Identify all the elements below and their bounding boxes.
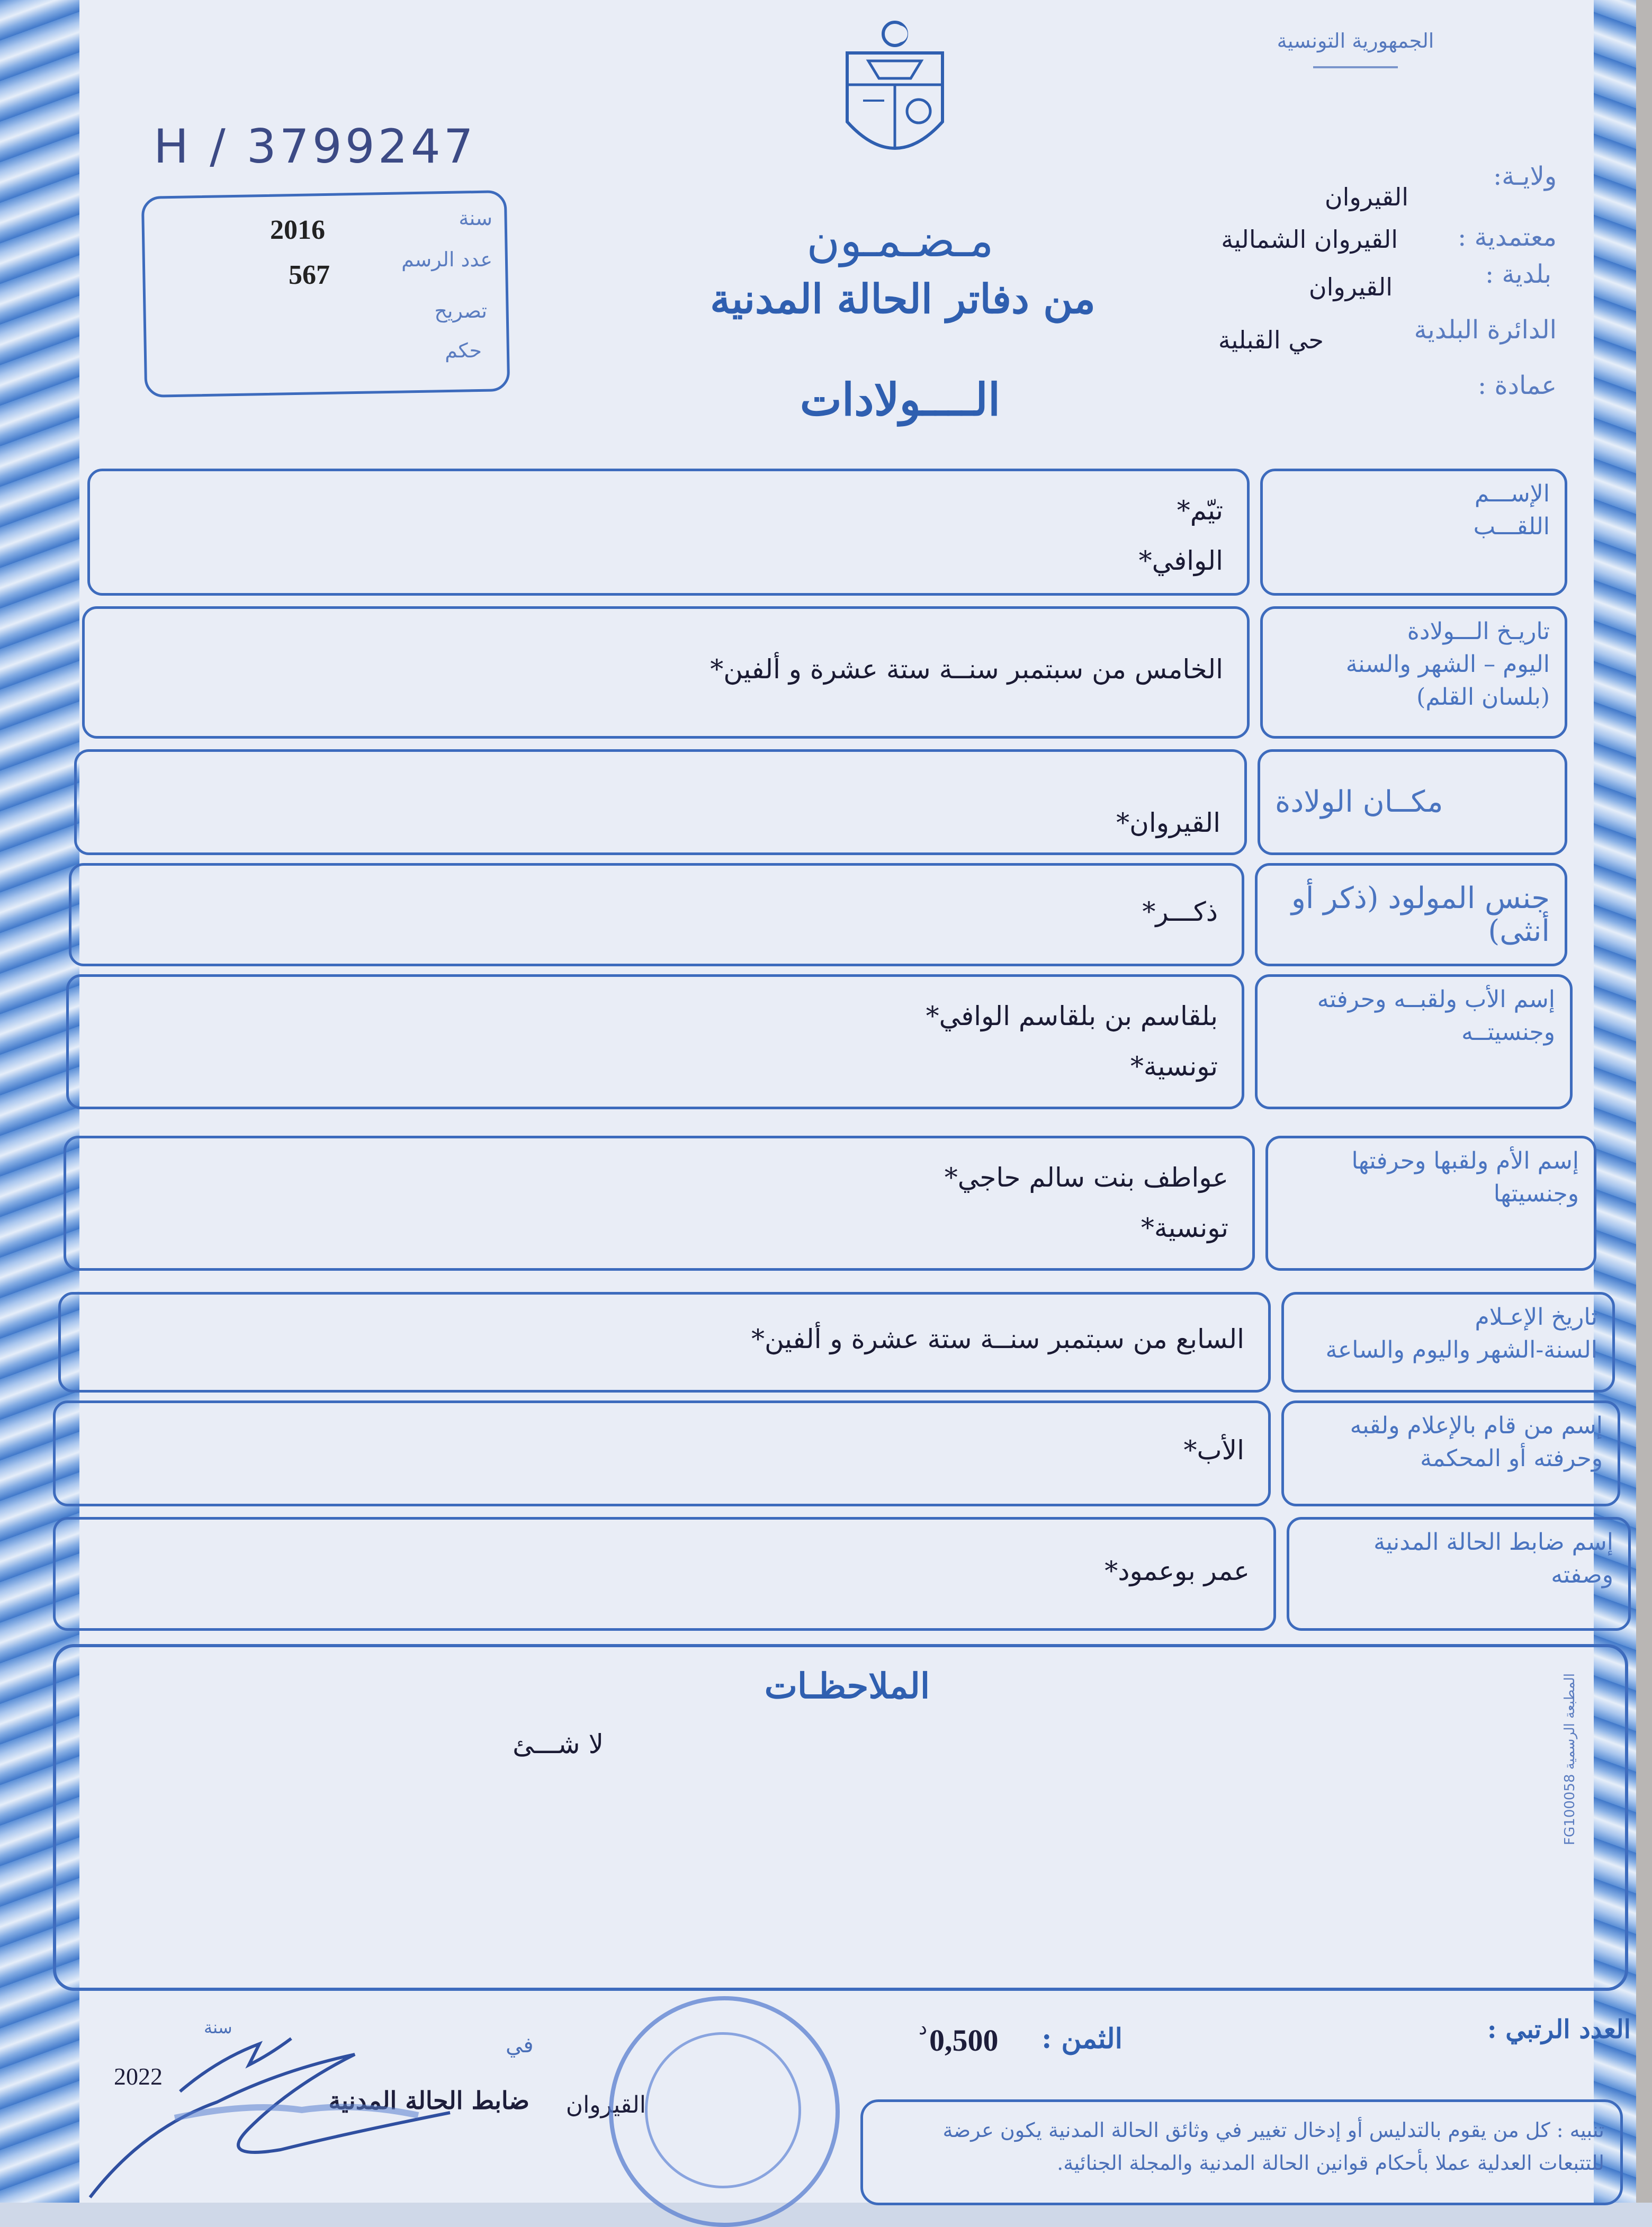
declarant-label-line: إسم من قام بالإعلام ولقبه — [1350, 1412, 1603, 1439]
mother-label-line: وجنسيتها — [1493, 1180, 1579, 1207]
father-label-line: وجنسيتــه — [1461, 1019, 1555, 1046]
sex-label-line: جنس المولود (ذكر أو أنثى) — [1291, 881, 1550, 948]
name-value-box — [87, 469, 1250, 596]
official-stamp — [609, 1996, 840, 2227]
mother-label-box — [1265, 1136, 1596, 1271]
birth-place-value-box — [74, 749, 1247, 855]
father-label-box — [1255, 974, 1573, 1109]
title-births: الــــولادات — [800, 373, 1001, 426]
officer-value: عمر بوعمود* — [1105, 1555, 1250, 1586]
reg-judgment-label: حكم — [445, 339, 482, 362]
officer-label-box — [1287, 1517, 1631, 1631]
declarant-label-box — [1281, 1400, 1620, 1506]
reg-number-label: عدد الرسم — [401, 248, 492, 271]
reg-number-value: 567 — [289, 260, 330, 290]
republic-title: الجمهورية التونسية — [1277, 29, 1434, 52]
serial-number: H / 3799247 — [154, 119, 477, 174]
declarant-value: الأب* — [1183, 1435, 1244, 1466]
officer-label-line: إسم ضابط الحالة المدنية — [1373, 1529, 1613, 1556]
birth-place-label-box — [1258, 749, 1567, 855]
declaration-date-label-line: تاريخ الإعـلام — [1475, 1304, 1597, 1331]
price-label: الثمن : — [1042, 2023, 1123, 2055]
signature-scribble — [79, 2023, 556, 2203]
reg-year-label: سنة — [459, 206, 492, 230]
municipality-value: القيروان — [1308, 273, 1393, 301]
reg-declaration-label: تصريح — [434, 299, 487, 322]
year-value: 2022 — [114, 2063, 163, 2090]
remarks-title: الملاحظـات — [764, 1665, 930, 1707]
birth-place-value: القيروان* — [1116, 807, 1220, 838]
father-label-line: إسم الأب ولقبــه وحرفته — [1317, 986, 1555, 1013]
declarant-label-line: وحرفته أو المحكمة — [1420, 1445, 1603, 1472]
district-label: الدائرة البلدية — [1414, 315, 1557, 345]
remarks-value: لا شـــئ — [513, 1729, 604, 1759]
printer-mark: المطبعة الرسمية FG100058 — [1562, 1673, 1578, 1845]
republic-underline — [1313, 66, 1398, 68]
mother-label-line: إسم الأم ولقبها وحرفتها — [1351, 1147, 1579, 1174]
father-value-box — [66, 974, 1244, 1109]
title-madmoun: مـضـمـون — [806, 214, 994, 267]
birth-date-label-box — [1260, 606, 1567, 739]
price-value: 0,500 — [929, 2023, 999, 2058]
omda-label: عمادة : — [1478, 371, 1557, 400]
declaration-date-value: السابع من سبتمبر سنــة ستة عشرة و ألفين* — [751, 1324, 1244, 1354]
sex-label-box — [1255, 863, 1567, 966]
legal-notice: تنبيه : كل من يقوم بالتدليس أو إدخال تغيير في وثائق الحالة المدنية يكون عرضة للتتبعات العدلية عملا بأحكام قوانين الحالة المدنية والمجلة الجنائية. — [860, 2099, 1623, 2205]
serial-label: العدد الرتبي : — [1487, 2015, 1631, 2044]
birth-date-value: الخامس من سبتمبر سنــة ستة عشرة و ألفين* — [710, 654, 1223, 685]
tunisian-coat-of-arms-icon — [831, 16, 958, 175]
place-value: القيروان — [565, 2091, 646, 2118]
wilaya-value: القيروان — [1324, 183, 1408, 211]
year-label: سنة — [204, 2017, 232, 2037]
father-value: تونسية* — [1130, 1051, 1218, 1082]
page-edge — [1636, 0, 1652, 2203]
sex-value: ذكـــر* — [1142, 896, 1218, 927]
wilaya-label: ولايـة: — [1493, 161, 1557, 191]
declaration-date-label-box — [1281, 1292, 1615, 1393]
officer-text: ضابط الحالة المدنية — [328, 2086, 529, 2115]
mother-value-box — [64, 1136, 1255, 1271]
name-label-line: الإســـم — [1474, 480, 1550, 507]
birth-date-label-line: اليوم – الشهر والسنة — [1345, 651, 1550, 678]
delegation-value: القيروان الشمالية — [1221, 225, 1398, 254]
name-value: تيّم* — [1177, 495, 1223, 526]
reg-year-value: 2016 — [270, 215, 325, 245]
name-value: الوافي* — [1138, 545, 1223, 576]
father-value: بلقاسم بن بلقاسم الوافي* — [926, 1001, 1218, 1031]
stamp-inner-ring — [645, 2032, 801, 2188]
municipality-label: بلدية : — [1485, 259, 1551, 289]
mother-value: عواطف بنت سالم حاجي* — [944, 1162, 1228, 1193]
currency-symbol: د — [919, 2017, 928, 2039]
in-label: في — [506, 2033, 534, 2058]
mother-value: تونسية* — [1141, 1213, 1228, 1243]
district-value: حي القبلية — [1218, 326, 1324, 354]
birth-place-label-line: مكــان الولادة — [1275, 785, 1443, 819]
name-label-box — [1260, 469, 1567, 596]
birth-date-label-line: تاريـخ الـــولادة — [1407, 618, 1550, 645]
delegation-label: معتمدية : — [1458, 222, 1557, 252]
title-civil-registry: من دفاتر الحالة المدنية — [710, 275, 1096, 322]
birth-date-label-line: (بلسان القلم) — [1416, 684, 1550, 711]
name-label-line: اللقـــب — [1473, 513, 1550, 540]
declaration-date-label-line: السنة-الشهر واليوم والساعة — [1325, 1336, 1597, 1363]
officer-label-line: وصفته — [1551, 1561, 1613, 1588]
